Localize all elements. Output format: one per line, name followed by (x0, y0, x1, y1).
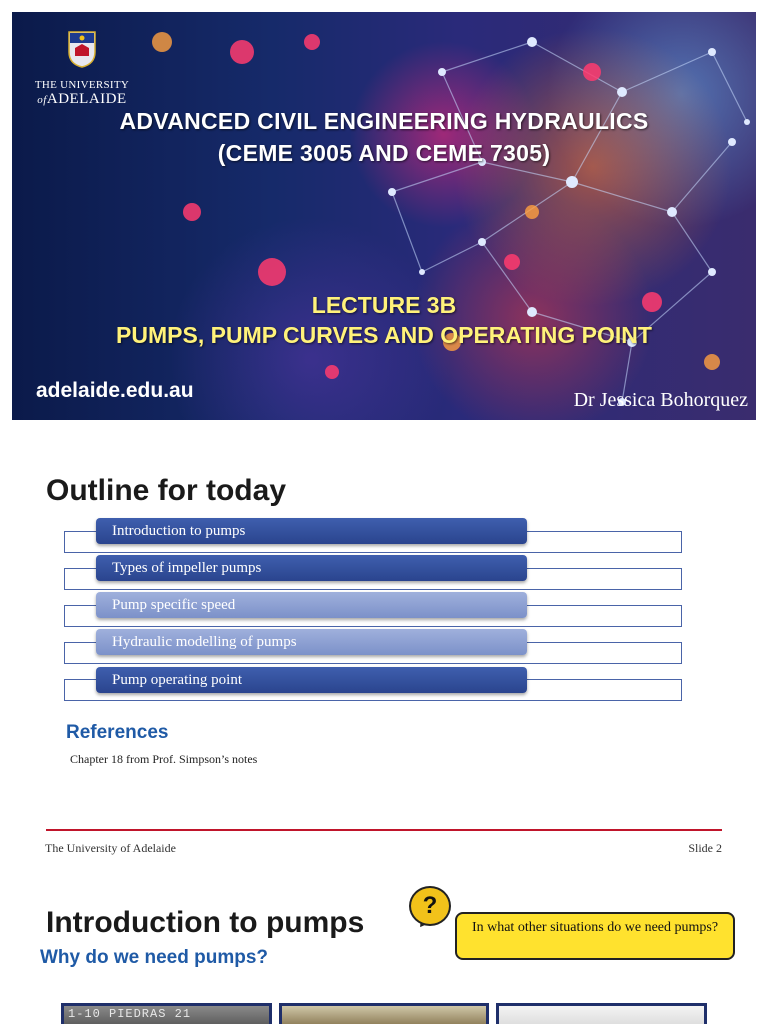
references-heading: References (66, 722, 169, 743)
intro-title: Introduction to pumps (46, 906, 365, 939)
university-name-adelaide: ADELAIDE (46, 91, 127, 107)
university-name-of: of (37, 94, 47, 106)
references-text: Chapter 18 from Prof. Simpson’s notes (70, 752, 258, 766)
question-callout: In what other situations do we need pumps? (455, 912, 735, 960)
outline-item-pump-operating-point[interactable]: Pump operating point (96, 667, 527, 693)
website-link[interactable]: adelaide.edu.au (36, 379, 194, 402)
lecture-number: LECTURE 3B (311, 292, 457, 318)
footer-divider (46, 829, 722, 831)
photo-caption: 1-10 PIEDRAS 21 (68, 1007, 192, 1021)
photo-pump-station-2 (279, 1003, 489, 1024)
question-icon: ? (409, 886, 451, 926)
outline-item-pump-specific-speed[interactable]: Pump specific speed (96, 592, 527, 618)
course-title: ADVANCED CIVIL ENGINEERING HYDRAULICS (119, 108, 649, 134)
course-codes: (CEME 3005 AND CEME 7305) (217, 140, 551, 166)
intro-subtitle: Why do we need pumps? (40, 947, 269, 968)
footer-slide-number: Slide 2 (688, 841, 722, 855)
university-name-line1: THE UNIVERSITY (34, 79, 130, 91)
photo-pump-station-3 (496, 1003, 707, 1024)
lecture-title: PUMPS, PUMP CURVES AND OPERATING POINT (116, 322, 652, 348)
university-logo (34, 30, 130, 108)
crest-icon (67, 30, 97, 68)
outline-item-introduction-to-pumps[interactable]: Introduction to pumps (96, 518, 527, 544)
footer-university: The University of Adelaide (45, 841, 176, 855)
outline-title: Outline for today (46, 474, 286, 507)
university-name-line2 (34, 91, 130, 108)
photo-pump-station-1 (61, 1003, 272, 1024)
author-name: Dr Jessica Bohorquez (573, 389, 748, 411)
outline-item-hydraulic-modelling[interactable]: Hydraulic modelling of pumps (96, 629, 527, 655)
outline-item-types-of-impeller-pumps[interactable]: Types of impeller pumps (96, 555, 527, 581)
title-slide (12, 12, 756, 420)
